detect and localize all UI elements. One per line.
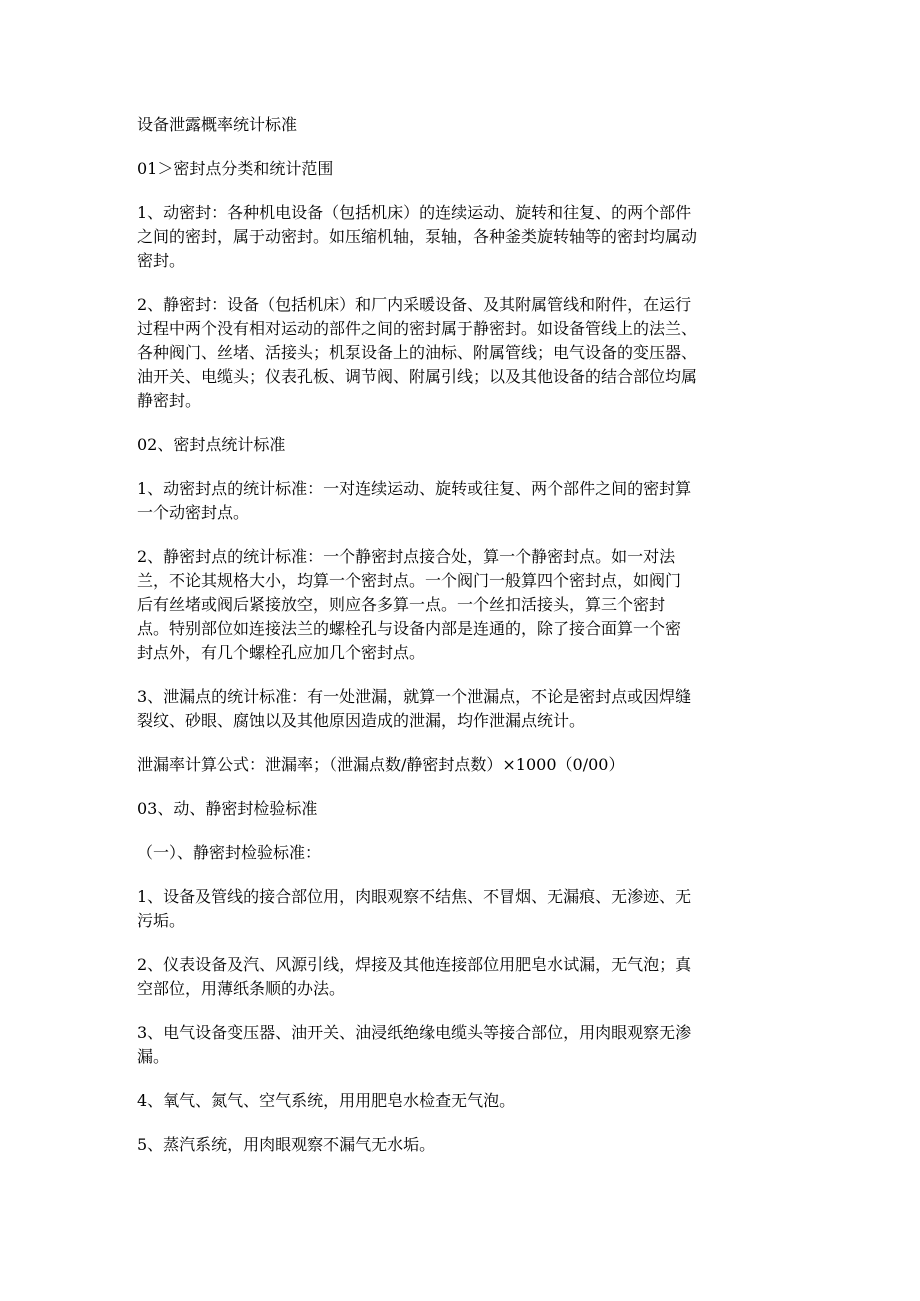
inspection-item-1: [137, 885, 792, 933]
paragraph-line: 封点外，有几个螺栓孔应加几个密封点。: [137, 643, 426, 662]
paragraph-line: 兰，不论其规格大小，均算一个密封点。一个阀门一般算四个密封点，如阀门: [137, 571, 682, 590]
paragraph-line: 1、动密封：各种机电设备（包括机床）的连续运动、旋转和往复、的两个部件: [137, 203, 692, 222]
paragraph-line: 2、仪表设备及汽、风源引线，焊接及其他连接部位用肥皂水试漏，无气泡；真: [137, 955, 692, 974]
paragraph-line: 密封。: [137, 251, 186, 270]
paragraph-line: 裂纹、砂眼、腐蚀以及其他原因造成的泄漏，均作泄漏点统计。: [137, 711, 586, 730]
paragraph-dynamic-seal-counting: [137, 477, 792, 525]
paragraph-line: 过程中两个没有相对运动的部件之间的密封属于静密封。如设备管线上的法兰、: [137, 319, 698, 338]
paragraph-line: 2、静密封点的统计标准：一个静密封点接合处，算一个静密封点。如一对法: [137, 547, 676, 566]
paragraph-line: 3、泄漏点的统计标准：有一处泄漏，就算一个泄漏点，不论是密封点或因焊缝: [137, 687, 692, 706]
paragraph-line: 2、静密封：设备（包括机床）和厂内采暖设备、及其附属管线和附件，在运行: [137, 295, 692, 314]
section-heading-02: [137, 433, 792, 457]
inspection-item-3: [137, 1021, 792, 1069]
paragraph-line: 静密封。: [137, 391, 202, 410]
paragraph-line: 01＞密封点分类和统计范围: [137, 159, 334, 178]
paragraph-line: 5、蒸汽系统，用肉眼观察不漏气无水垢。: [137, 1135, 436, 1154]
section-heading-01: [137, 157, 792, 181]
inspection-item-4: [137, 1089, 792, 1113]
paragraph-line: 02、密封点统计标准: [137, 435, 286, 454]
paragraph-static-seal-counting: [137, 545, 792, 665]
inspection-item-2: [137, 953, 792, 1001]
paragraph-line: 点。特别部位如连接法兰的螺栓孔与设备内部是连通的，除了接合面算一个密: [137, 619, 682, 638]
paragraph-static-seal-definition: [137, 293, 792, 413]
paragraph-line: 油开关、电缆头；仪表孔板、调节阀、附属引线；以及其他设备的结合部位均属: [137, 367, 698, 386]
title-line: 设备泄露概率统计标准: [137, 115, 298, 134]
document-body: [137, 113, 792, 1177]
paragraph-line: 各种阀门、丝堵、活接头；机泵设备上的油标、附属管线；电气设备的变压器、: [137, 343, 698, 362]
paragraph-line: 4、氧气、氮气、空气系统，用用肥皂水检查无气泡。: [137, 1091, 516, 1110]
paragraph-dynamic-seal-definition: [137, 201, 792, 273]
section-heading-03: [137, 797, 792, 821]
paragraph-line: 之间的密封，属于动密封。如压缩机轴，泵轴，各种釜类旋转轴等的密封均属动: [137, 227, 698, 246]
paragraph-line: 1、设备及管线的接合部位用，肉眼观察不结焦、不冒烟、无漏痕、无渗迹、无: [137, 887, 692, 906]
paragraph-line: 污垢。: [137, 911, 186, 930]
subsection-heading-static-inspection: [137, 841, 792, 865]
inspection-item-5: [137, 1133, 792, 1157]
paragraph-line: 泄漏率计算公式：泄漏率；（泄漏点数/静密封点数）×1000（0/00）: [137, 755, 625, 774]
paragraph-line: 1、动密封点的统计标准：一对连续运动、旋转或往复、两个部件之间的密封算: [137, 479, 692, 498]
paragraph-line: 漏。: [137, 1047, 170, 1066]
paragraph-leak-point-counting: [137, 685, 792, 733]
leak-rate-formula: [137, 753, 792, 777]
paragraph-line: 03、动、静密封检验标准: [137, 799, 318, 818]
paragraph-line: 一个动密封点。: [137, 503, 250, 522]
document-title: [137, 113, 792, 137]
paragraph-line: 3、电气设备变压器、油开关、油浸纸绝缘电缆头等接合部位，用肉眼观察无渗: [137, 1023, 692, 1042]
paragraph-line: （一）、静密封检验标准：: [137, 843, 322, 862]
paragraph-line: 空部位，用薄纸条顺的办法。: [137, 979, 346, 998]
paragraph-line: 后有丝堵或阀后紧接放空，则应各多算一点。一个丝扣活接头，算三个密封: [137, 595, 666, 614]
